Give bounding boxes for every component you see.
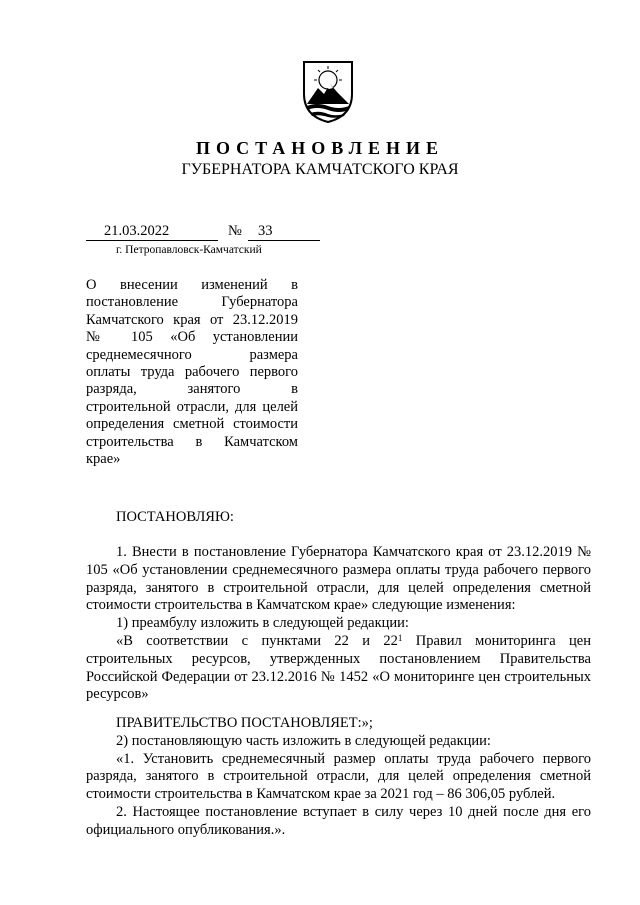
subject-line: Камчатского края от 23.12.2019 (86, 311, 298, 328)
paragraph-6: «1. Установить среднемесячный размер оплаты труда рабочего первого разряда, занятого в строительной отрасли, для целей определения сметной стоимости строительства в Камчатском крае за 2021 год – 86 306,05 рублей. (86, 750, 591, 803)
subject-line: строительной отрасли, для целей (86, 398, 298, 415)
document-date: 21.03.2022 (104, 223, 170, 239)
paragraph-1: 1. Внести в постановление Губернатора Камчатского края от 23.12.2019 № 105 «Об установлении среднемесячного размера оплаты труда рабочего первого разряда, занятого в строительной отрасли, для целей определения сметной стоимости строительства в Камчатском крае» следующие изменения: (86, 544, 591, 614)
paragraph-2: 1) преамбулу изложить в следующей редакции: (116, 615, 409, 632)
subject-line: № 105 «Об установлении (86, 329, 298, 346)
paragraph-3 (86, 633, 591, 704)
paragraph-5: 2) постановляющую часть изложить в следующей редакции: (116, 732, 491, 749)
subject-line: определения сметной стоимости (86, 416, 298, 433)
paragraph-7: 2. Настоящее постановление вступает в силу через 10 дней после дня его официального опубликования.». (86, 803, 591, 838)
subject-line: строительства в Камчатском (86, 433, 298, 450)
number-sign: № (228, 223, 242, 239)
subject-line: постановление Губернатора (86, 294, 298, 311)
decree-word (86, 509, 591, 527)
decree-heading: ПОСТАНОВЛЯЮ: (116, 509, 234, 525)
paragraph-3-superscript: 1 (397, 632, 403, 643)
body-part-1 (86, 544, 591, 704)
paragraph-4: ПРАВИТЕЛЬСТВО ПОСТАНОВЛЯЕТ:»; (116, 715, 373, 731)
paragraph-3-start: «В соответствии с пунктами 22 и 22 (116, 632, 398, 649)
document-title: ПОСТАНОВЛЕНИЕ (195, 138, 445, 158)
document-subtitle: ГУБЕРНАТОРА КАМЧАТСКОГО КРАЯ (181, 161, 459, 178)
subject-line: оплаты труда рабочего первого (86, 364, 298, 381)
body-part-2 (86, 715, 591, 840)
kamchatka-coat-of-arms-icon (302, 60, 354, 124)
subject-line: разряда, занятого в (86, 381, 298, 398)
paragraph-3-end: Правил мониторинга цен строительных ресурсов, утвержденных постановлением Правительства Российской Федерации от 23.12.2016 № 1452 «О мониторинге цен строительных ресурсов» (86, 632, 592, 703)
subject-line: крае» (86, 451, 121, 468)
document-number: 33 (258, 223, 273, 239)
subject-line: среднемесячного размера (86, 346, 298, 363)
subject-line: О внесении изменений в (86, 277, 298, 293)
document-place: г. Петропавловск-Камчатский (116, 244, 262, 256)
document-subject (86, 277, 298, 468)
number-underline (248, 240, 320, 241)
date-underline (86, 240, 218, 241)
